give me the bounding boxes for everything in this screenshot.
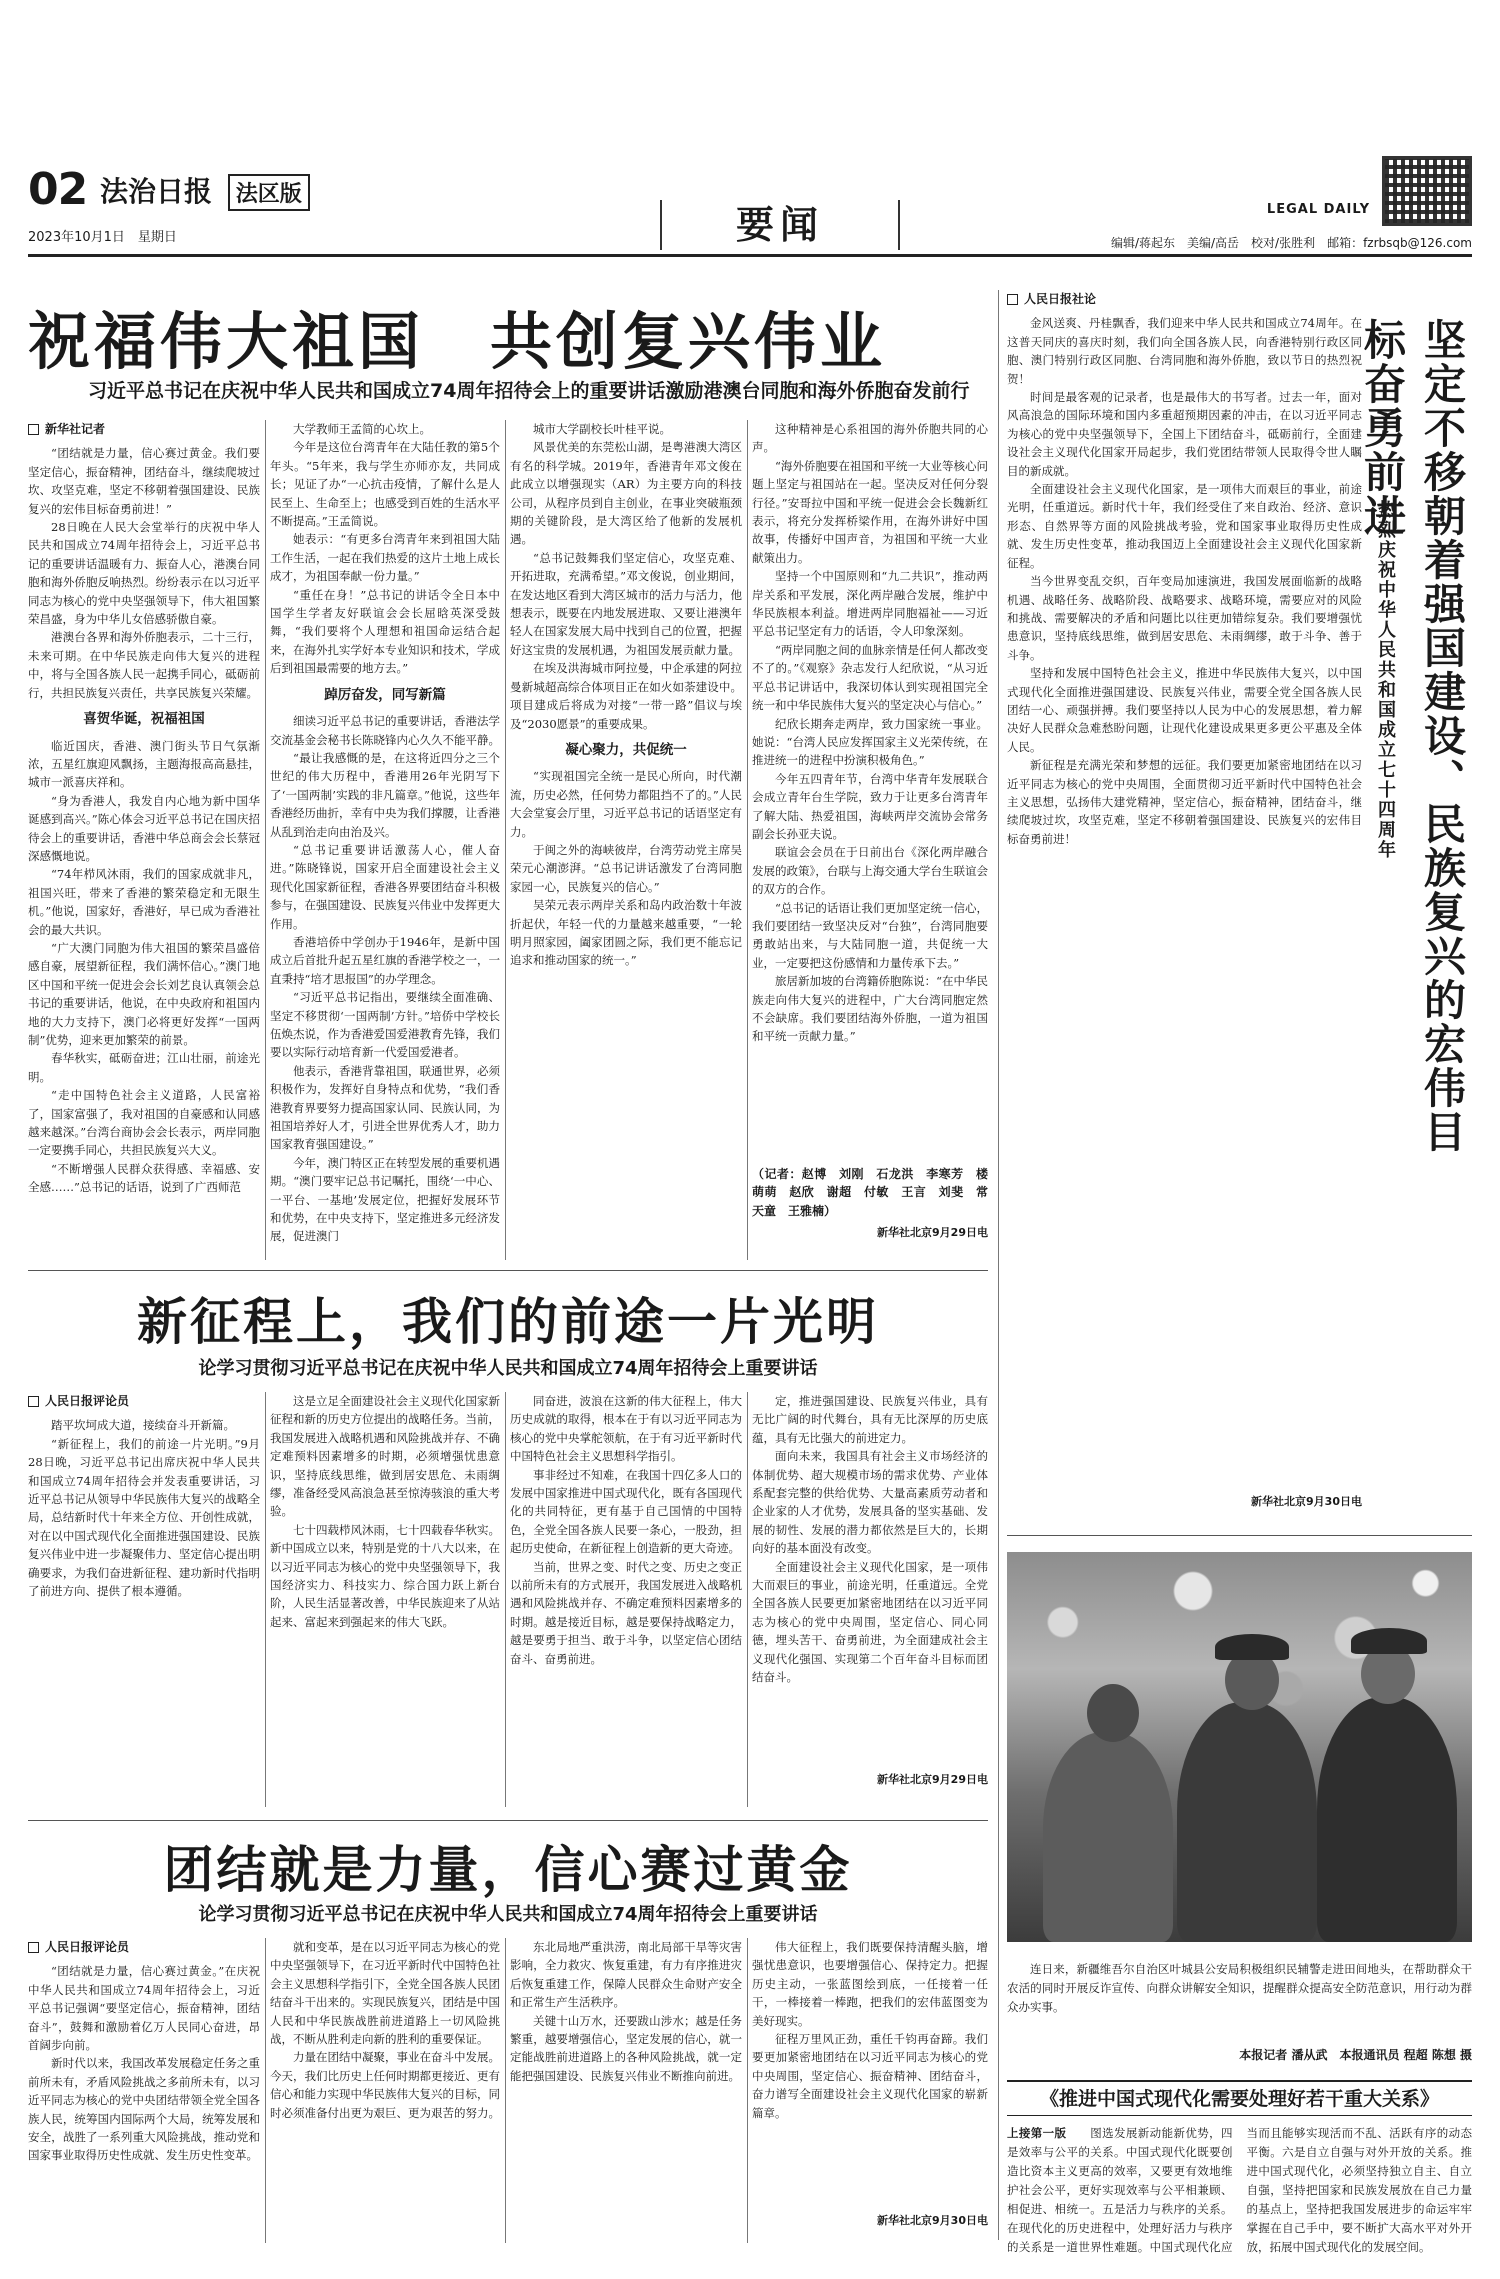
section-divider	[28, 1270, 988, 1271]
paragraph: 全面建设社会主义现代化国家，是一项伟大而艰巨的事业，前途光明，任重道远。新时代十年，我们经受住了来自政治、经济、意识形态、自然界等方面的风险挑战考验，党和国家事业取得历史性成就、发生历史性变革，推动我国迈上全面建设社会主义现代化国家新征程。	[1007, 482, 1362, 570]
paragraph: 28日晚在人民大会堂举行的庆祝中华人民共和国成立74周年招待会上，习近平总书记的重要讲话温暖有力、振奋人心，港澳台同胞和海外侨胞反响热烈。纷纷表示在以习近平同志为核心的党中央坚强领导下，伟大祖国繁荣昌盛，身为中华儿女倍感骄傲自豪。	[28, 520, 260, 627]
paragraph: “团结就是力量，信心赛过黄金。我们要坚定信心，振奋精神，团结奋斗，继续爬坡过坎、攻坚克难，坚定不移朝着强国建设、民族复兴的宏伟目标奋勇前进！”	[28, 446, 260, 516]
paragraph: 纪欣长期奔走两岸，致力国家统一事业。她说：“台湾人民应发挥国家主义光荣传统，在推进统一的进程中扮演积极角色。”	[752, 716, 988, 768]
continuation-text: 图选发展新动能新优势，四是效率与公平的关系。中国式现代化既要创造比资本主义更高的效率，又要更有效地维护社会公平，更好实现效率与公平相兼顾、相促进、相统一。五是活力与秩序的关系。在现代化的历史进程中，处理好活力与秩序的关系是一道世界性难题。中国式现代化应当而且能够实现活而不乱、活跃有序的动态平衡。六是自立自强与对外开放的关系。推进中国式现代化，必须坚持独立自主、自立自强，坚持把国家和民族发展放在自己力量的基点上，坚持把我国发展进步的命运牢牢掌握在自己手中，要不断扩大高水平对外开放，拓展中国式现代化的发展空间。	[1007, 2126, 1472, 2254]
paragraph: “走中国特色社会主义道路，人民富裕了，国家富强了，我对祖国的自豪感和认同感越来越深。”台湾台商协会会长表示，两岸同胞一定要携手同心，共担民族复兴大义。	[28, 1088, 260, 1158]
commentary-vertical-subtitle: 热烈庆祝中华人民共和国成立七十四周年	[1375, 500, 1396, 860]
paragraph: 东北局地严重洪涝，南北局部干旱等灾害影响，全力救灾、恢复重建，有力有序推进灾后恢复重建工作，保障人民群众生命财产安全和正常生产生活秩序。	[510, 1940, 742, 2010]
page-number: 02	[28, 164, 88, 215]
paragraph: 征程万里风正劲，重任千钧再奋蹄。我们要更加紧密地团结在以习近平同志为核心的党中央周围，坚定信心、振奋精神、团结奋斗，奋力谱写全面建设社会主义现代化国家的崭新篇章。	[752, 2032, 988, 2120]
paragraph: “不断增强人民群众获得感、幸福感、安全感……”总书记的话语，说到了广西师范	[28, 1161, 260, 1195]
paragraph: “重任在身！”总书记的讲话令全日本中国学生学者友好联谊会会长屈晗英深受鼓舞，“我们要将个人理想和祖国命运结合起来，在海外扎实学好本专业知识和技术，学成后到祖国最需要的地方去。”	[270, 587, 500, 676]
article2-column-1	[28, 1392, 260, 1812]
article3-title: 团结就是力量，信心赛过黄金	[163, 1840, 853, 1899]
paragraph: 联谊会会员在于日前出台《深化两岸融合发展的政策》，台联与上海交通大学台生联谊会的双方的合作。	[752, 845, 988, 897]
paragraph: 坚持一个中国原则和“九二共识”，推动两岸关系和平发展，深化两岸融合发展，维护中华民族根本利益。增进两岸同胞福祉——习近平总书记坚定有力的话语，令人印象深刻。	[752, 569, 988, 639]
photo-caption	[1007, 1960, 1472, 2017]
commentary-vertical-title: 坚定不移朝着强国建设、民族复兴的宏伟目标奋勇前进	[1358, 318, 1467, 1154]
paragraph: “总书记鼓舞我们坚定信心，攻坚克难、开拓进取，充满希望。”邓文俊说，创业期间，在发达地区看到大湾区城市的活力与活力，他想表示，既要在内地发展进取、又要让港澳年轻人在国家发展大局中找到自己的位置，把握好这宝贵的发展机遇，为祖国发展贡献力量。	[510, 550, 742, 657]
photo-officer-figure	[1177, 1702, 1317, 1942]
paragraph: 春华秋实，砥砺奋进；江山壮丽，前途光明。	[28, 1051, 260, 1084]
english-name: LEGAL DAILY	[1266, 202, 1370, 217]
article2-column-3	[510, 1392, 742, 1812]
paragraph: 在埃及洪海城市阿拉曼，中企承建的阿拉曼新城超高综合体项目正在如火如荼建设中。项目建成后将成为对接“一带一路”倡议与埃及“2030愿景”的重要成果。	[510, 661, 742, 731]
news-photo	[1007, 1552, 1472, 1942]
paragraph: 细读习近平总书记的重要讲话，香港法学交流基金会秘书长陈晓锋内心久久不能平静。	[270, 714, 500, 747]
paragraph: 当今世界变乱交织，百年变局加速演进，我国发展面临新的战略机遇、战略任务、战略阶段、战略要求、战略环境，需要应对的风险和挑战、需要解决的矛盾和问题比以往更加错综复杂。我们要增强忧患意识，坚持底线思维，做到居安思危、未雨绸缪，敢于斗争、善于斗争。	[1007, 574, 1362, 662]
article2-column-2	[270, 1392, 500, 1812]
paragraph: 香港培侨中学创办于1946年，是新中国成立后首批升起五星红旗的香港学校之一，一直秉持“培才思报国”的办学理念。	[270, 934, 500, 986]
editor-credits: 编辑/蒋起东 美编/高岳 校对/张胜利 邮箱：fzrbsqb@126.com	[1110, 236, 1472, 250]
article3-column-3	[510, 1938, 742, 2248]
continuation-label: 上接第一版	[1007, 2126, 1067, 2140]
paper-logo	[100, 170, 310, 211]
paragraph: 新征程是充满光荣和梦想的远征。我们要更加紧密地团结在以习近平同志为核心的党中央周围，全面贯彻习近平新时代中国特色社会主义思想，弘扬伟大建党精神，坚定信心，振奋精神，团结奋斗，继续爬坡过坎，攻坚克难，坚定不移朝着强国建设、民族复兴的宏伟目标奋勇前进！	[1007, 758, 1362, 846]
paragraph: 力量在团结中凝聚，事业在奋斗中发展。今天，我们比历史上任何时期都更接近、更有信心和能力实现中华民族伟大复兴的目标，同时必须准备付出更为艰巨、更为艰苦的努力。	[270, 2050, 500, 2120]
photo-credit: 本报记者 潘从武 本报通讯员 程超 陈想 摄	[1239, 2048, 1472, 2062]
column-rule	[747, 420, 748, 1260]
paragraph: “习近平总书记指出，要继续全面准确、坚定不移贯彻‘一国两制’方针。”培侨中学校长伍焕杰说，作为香港爱国爱港教育先锋，我们要以实际行动培育新一代爱国爱港者。	[270, 990, 500, 1060]
column-rule	[747, 1392, 748, 1807]
issue-date: 2023年10月1日 星期日	[28, 230, 177, 245]
article3-column-1	[28, 1938, 260, 2248]
article3-column-4	[752, 1938, 988, 2248]
photo-farmer-figure	[1043, 1732, 1173, 1942]
paragraph: 事非经过不知难，在我国十四亿多人口的发展中国家推进中国式现代化，既有各国现代化的共同特征，更有基于自己国情的中国特色，全党全国各族人民要一条心，一股劲，担起历史使命，在新征程上创造新的更大奇迹。	[510, 1467, 742, 1556]
commentary-column	[1007, 290, 1362, 1520]
paragraph: 伟大征程上，我们既要保持清醒头脑，增强忧患意识，也要增强信心、保持定力。把握历史主动，一张蓝图绘到底，一任接着一任干，一棒接着一棒跑，把我们的宏伟蓝图变为美好现实。	[752, 1940, 988, 2028]
paragraph: 今年，澳门特区正在转型发展的重要机遇期。“澳门要牢记总书记嘱托，围绕‘一中心、一平台、一基地’发展定位，把握好发展环节和优势，在中央支持下，坚定推进多元经济发展，促进澳门	[270, 1155, 500, 1244]
paragraph: 风景优美的东莞松山湖，是粤港澳大湾区有名的科学城。2019年，香港青年邓文俊在此成立以增强现实（AR）为主要方向的科技公司，从程序员到自主创业，在事业突破瓶颈期的关键阶段，是大湾区给了他新的发展机遇。	[510, 440, 742, 547]
paragraph: “两岸同胞之间的血脉亲情是任何人都改变不了的。”《观察》杂志发行人纪欣说，“从习近平总书记讲话中，我深切体认到实现祖国完全统一和中华民族伟大复兴的坚定决心与信心。”	[752, 642, 988, 713]
commentary-source: 人民日报社论	[1007, 290, 1362, 308]
paragraph: “74年栉风沐雨，我们的国家成就非凡，祖国兴旺，带来了香港的繁荣稳定和无限生机。”他说，国家好，香港好，早已成为香港社会的最大共识。	[28, 867, 260, 937]
paragraph: 吴荣元表示两岸关系和岛内政治数十年波折起伏，年轻一代的力量越来越重要，“一轮明月照家园，阖家团圆之际，我们更不能忘记追求和推动国家的统一。”	[510, 898, 742, 968]
lead-column-3	[510, 420, 742, 1265]
lead-col3-subhead: 凝心聚力，共促统一	[565, 741, 687, 758]
lead-dateline: 新华社北京9月29日电	[877, 1226, 988, 1240]
paragraph: “身为香港人，我发自内心地为新中国华诞感到高兴。”陈心体会习近平总书记在国庆招待会上的重要讲话，香港中华总商会会长蔡冠深感慨地说。	[28, 793, 260, 863]
paragraph: “总书记重要讲话激荡人心，催人奋进。”陈晓锋说，国家开启全面建设社会主义现代化国家新征程，香港各界要团结奋斗积极参与，在强国建设、民族复兴伟业中发挥更大作用。	[270, 842, 500, 931]
article2-source: 人民日报评论员	[28, 1392, 260, 1410]
column-rule	[265, 1938, 266, 2243]
article3-column-2	[270, 1938, 500, 2248]
edition-badge: 法区版	[228, 174, 310, 211]
paragraph: “团结就是力量，信心赛过黄金。”在庆祝中华人民共和国成立74周年招待会上，习近平总书记强调“要坚定信心，振奋精神，团结奋斗”，鼓舞和激励着亿万人民同心奋进，昂首阔步向前。	[28, 1964, 260, 2053]
column-rule	[505, 420, 506, 1260]
section-divider	[28, 1820, 988, 1821]
lead-column-2	[270, 420, 500, 1265]
continuation-body	[1007, 2124, 1472, 2257]
lead-headline: 祝福伟大祖国 共创复兴伟业	[28, 305, 887, 378]
column-rule	[265, 1392, 266, 1807]
column-rule	[998, 290, 999, 2240]
lead-source: 新华社记者	[28, 420, 260, 438]
qr-code-icon	[1382, 156, 1472, 226]
commentary-dateline: 新华社北京9月30日电	[1251, 1495, 1362, 1509]
paragraph: 旅居新加坡的台湾籍侨胞陈说：“在中华民族走向伟大复兴的进程中，广大台湾同胞定然不会缺席。我们要团结海外侨胞，一道为祖国和平统一贡献力量。”	[752, 974, 988, 1044]
lead-column-1	[28, 420, 260, 1265]
photo-officer-figure	[1317, 1697, 1457, 1942]
paragraph: “最让我感慨的是，在这将近四分之三个世纪的伟大历程中，香港用26年光阴写下了‘一国两制’实践的非凡篇章。”他说，这些年香港经历曲折，幸有中央为我们撑腰，让香港从乱到治走向由治及兴。	[270, 750, 500, 839]
paragraph: “总书记的话语让我们更加坚定统一信心，我们要团结一致坚决反对“台独”，台湾同胞要勇敢站出来，与大陆同胞一道，共促统一大业，一定要把这份感情和力量传承下去。”	[752, 900, 988, 970]
paragraph: 同奋进，波浪在这新的伟大征程上，伟大历史成就的取得，根本在于有以习近平同志为核心的党中央掌舵领航，在于有习近平新时代中国特色社会主义思想科学指引。	[510, 1394, 742, 1464]
article2-dateline: 新华社北京9月29日电	[877, 1773, 988, 1786]
paragraph: 就和变革，是在以习近平同志为核心的党中央坚强领导下，在习近平新时代中国特色社会主义思想科学指引下，全党全国各族人民团结奋斗干出来的。实现民族复兴，团结是中国人民和中华民族战胜前进道路上一切风险挑战，不断从胜利走向新的胜利的重要保证。	[270, 1940, 500, 2047]
article2-title: 新征程上，我们的前途一片光明	[137, 1292, 879, 1351]
paragraph: “实现祖国完全统一是民心所向，时代潮流，历史必然，任何势力都阻挡不了的。”人民大会堂宴会厅里，习近平总书记的话语坚定有力。	[510, 769, 742, 839]
article3-dateline: 新华社北京9月30日电	[877, 2214, 988, 2227]
paragraph: 时间是最客观的记录者，也是最伟大的书写者。过去一年，面对风高浪急的国际环境和国内多重超预期因素的冲击，在以习近平同志为核心的党中央坚强领导下，全国上下团结奋斗，砥砺前行，全面建设社会主义现代化国家开局起步，我们党团结带领人民取得令世人瞩目的新成就。	[1007, 390, 1362, 478]
paragraph: “广大澳门同胞为伟大祖国的繁荣昌盛倍感自豪，展望新征程，我们满怀信心。”澳门地区中国和平统一促进会会长刘艺良认真领会总书记的重要讲话，他说，在中央政府和祖国内地的大力支持下，澳门必将更好发挥“一国两制”优势，迎来更加繁荣的前景。	[28, 940, 260, 1047]
photo-caption-text: 连日来，新疆维吾尔自治区叶城县公安局积极组织民辅警走进田间地头，在帮助群众干农活的同时开展反诈宣传、向群众讲解安全知识，提醒群众提高安全防范意识，用行动为群众办实事。	[1007, 1962, 1472, 2014]
paragraph: 这种精神是心系祖国的海外侨胞共同的心声。	[752, 422, 988, 455]
lead-column-4	[752, 420, 988, 1265]
paragraph: “新征程上，我们的前途一片光明。”9月28日晚，习近平总书记出席庆祝中华人民共和国成立74周年招待会并发表重要讲话，习近平总书记从领导中华民族伟大复兴的战略全局，总结新时代十年来全方位、开创性成就，对在以中国式现代化全面推进强国建设、民族复兴伟业中进一步凝聚伟力、坚定信心提出明确要求，为我们奋进新征程、建功新时代指明了前进方向、提供了根本遵循。	[28, 1436, 260, 1599]
paragraph: 今年是这位台湾青年在大陆任教的第5个年头。“5年来，我与学生亦师亦友，共同成长；见证了办“一心抗击疫情，了解什么是人民至上、生命至上；也感受到百姓的生活水平不断提高。”王孟简说。	[270, 440, 500, 529]
paragraph: 全面建设社会主义现代化国家，是一项伟大而艰巨的事业，前途光明，任重道远。全党全国各族人民要更加紧密地团结在以习近平同志为核心的党中央周围，坚定信心、同心同德，埋头苦干、奋勇前进，为全面建成社会主义现代化强国、实现第二个百年奋斗目标而团结奋斗。	[752, 1559, 988, 1685]
paragraph: 坚持和发展中国特色社会主义，推进中华民族伟大复兴，以中国式现代化全面推进强国建设、民族复兴伟业，需要全党全国各族人民团结一心、顽强拼搏。我们要坚持以人民为中心的发展思想，着力解决好人民群众急难愁盼问题，让现代化建设成果更多更公平惠及全体人民。	[1007, 666, 1362, 754]
paragraph: 面向未来，我国具有社会主义市场经济的体制优势、超大规模市场的需求优势、产业体系配套完整的供给优势、大量高素质劳动者和企业家的人才优势，发展具备的坚实基础、发展的韧性、发展的潜力都依然是巨大的，长期向好的基本面没有改变。	[752, 1449, 988, 1556]
column-rule	[505, 1392, 506, 1807]
paragraph: 踏平坎坷成大道，接续奋斗开新篇。	[51, 1418, 235, 1433]
lead-col2-subhead: 踔厉奋发，同写新篇	[324, 686, 446, 703]
continuation-title: 《推进中国式现代化需要处理好若干重大关系》	[1007, 2080, 1472, 2116]
paragraph: 大学教师王孟简的心坎上。	[293, 422, 431, 436]
section-title: 要闻	[660, 200, 900, 250]
paper-name: 法治日报	[100, 175, 213, 208]
article2-subtitle: 论学习贯彻习近平总书记在庆祝中华人民共和国成立74周年招待会上重要讲话	[198, 1358, 818, 1379]
column-rule	[265, 420, 266, 1260]
lead-credits: （记者：赵博 刘刚 石龙洪 李寒芳 楼萌萌 赵欣 谢超 付敏 王言 刘斐 常天童 王雅楠）	[752, 1167, 988, 1218]
article3-subtitle: 论学习贯彻习近平总书记在庆祝中华人民共和国成立74周年招待会上重要讲话	[198, 1904, 818, 1925]
column-rule	[747, 1938, 748, 2243]
section-divider	[1007, 1535, 1472, 1536]
paragraph: 这是立足全面建设社会主义现代化国家新征程和新的历史方位提出的战略任务。当前，我国发展进入战略机遇和风险挑战并存、不确定难预料因素增多的时期，必须增强忧患意识，坚持底线思维，做到居安思危、未雨绸缪，准备经受风高浪急甚至惊涛骇浪的重大考验。	[270, 1394, 500, 1519]
paragraph: 他表示，香港背靠祖国，联通世界，必须积极作为，发挥好自身特点和优势，“我们香港教育界要努力提高国家认同、民族认同，为祖国培养好人才，引进全世界优秀人才，助力国家教育强国建设。”	[270, 1063, 500, 1152]
paragraph: 新时代以来，我国改革发展稳定任务之重前所未有，矛盾风险挑战之多前所未有，以习近平同志为核心的党中央团结带领全党全国各族人民，统筹国内国际两个大局，统筹发展和安全，战胜了一系列重大风险挑战，推动党和国家事业取得历史性成就、发生历史性变革。	[28, 2056, 260, 2163]
paragraph: 今年五四青年节，台湾中华青年发展联合会成立青年台生学院，致力于让更多台湾青年了解大陆、热爱祖国，海峡两岸交流协会常务副会长孙亚夫说。	[752, 771, 988, 841]
paragraph: 七十四载栉风沐雨，七十四载春华秋实。新中国成立以来，特别是党的十八大以来，在以习近平同志为核心的党中央坚强领导下，我国经济实力、科技实力、综合国力跃上新台阶，人民生活显著改善，中华民族迎来了从站起来、富起来到强起来的伟大飞跃。	[270, 1522, 500, 1629]
photo-officer-cap	[1351, 1628, 1427, 1654]
paragraph: 当前，世界之变、时代之变、历史之变正以前所未有的方式展开，我国发展进入战略机遇和风险挑战并存、不确定难预料因素增多的时期。越是接近目标，越是要保持战略定力，越是要勇于担当、敢于斗争，以坚定信心团结奋斗、奋勇前进。	[510, 1559, 742, 1666]
article3-source: 人民日报评论员	[28, 1938, 260, 1956]
paragraph: 于闽之外的海峡彼岸，台湾劳动党主席吴荣元心潮澎湃。“总书记讲话激发了台湾同胞家园一心，民族复兴的信心。”	[510, 842, 742, 894]
masthead-rule	[28, 254, 1472, 257]
masthead	[28, 156, 1472, 250]
article2-column-4	[752, 1392, 988, 1812]
paragraph: 定，推进强国建设、民族复兴伟业，具有无比广阔的时代舞台，具有无比深厚的历史底蕴，具有无比强大的前进定力。	[752, 1394, 988, 1445]
lead-subhead: 习近平总书记在庆祝中华人民共和国成立74周年招待会上的重要讲话激励港澳台同胞和海外侨胞奋发前行	[88, 380, 970, 402]
paragraph: “海外侨胞要在祖国和平统一大业等核心问题上坚定与祖国站在一起。坚决反对任何分裂行径。”安哥拉中国和平统一促进会会长魏新红表示，将充分发挥桥梁作用，在海外讲好中国故事，传播好中国声音，为祖国和平统一大业献策出力。	[752, 458, 988, 565]
paragraph: 金风送爽、丹桂飘香，我们迎来中华人民共和国成立74周年。在这普天同庆的喜庆时刻，我们向全国各族人民，向香港特别行政区同胞、澳门特别行政区同胞、台湾同胞和海外侨胞，致以节日的热烈祝贺！	[1007, 316, 1362, 386]
paragraph: 城市大学副校长叶桂平说。	[533, 422, 671, 436]
photo-farmer-head	[1087, 1684, 1139, 1742]
paragraph: 她表示：“有更多台湾青年来到祖国大陆工作生活，一起在我们热爱的这片土地上成长成才，为祖国奉献一份力量。”	[270, 532, 500, 584]
paragraph: 关键十山万水，还要跋山涉水；越是任务繁重，越要增强信心，坚定发展的信心，就一定能战胜前进道路上的各种风险挑战，就一定能把强国建设、民族复兴伟业不断推向前进。	[510, 2013, 742, 2083]
photo-officer-cap	[1215, 1634, 1289, 1660]
lead-col1-subhead: 喜贺华诞，祝福祖国	[83, 711, 205, 728]
column-rule	[505, 1938, 506, 2243]
paragraph: 临近国庆，香港、澳门街头节日气氛渐浓，五星红旗迎风飘扬，主题海报高高悬挂，城市一派喜庆祥和。	[28, 738, 260, 790]
paragraph: 港澳台各界和海外侨胞表示，二十三行，未来可期。在中华民族走向伟大复兴的进程中，将与全国各族人民一起携手同心，砥砺前行，共担民族复兴责任，共享民族复兴荣耀。	[28, 630, 260, 700]
